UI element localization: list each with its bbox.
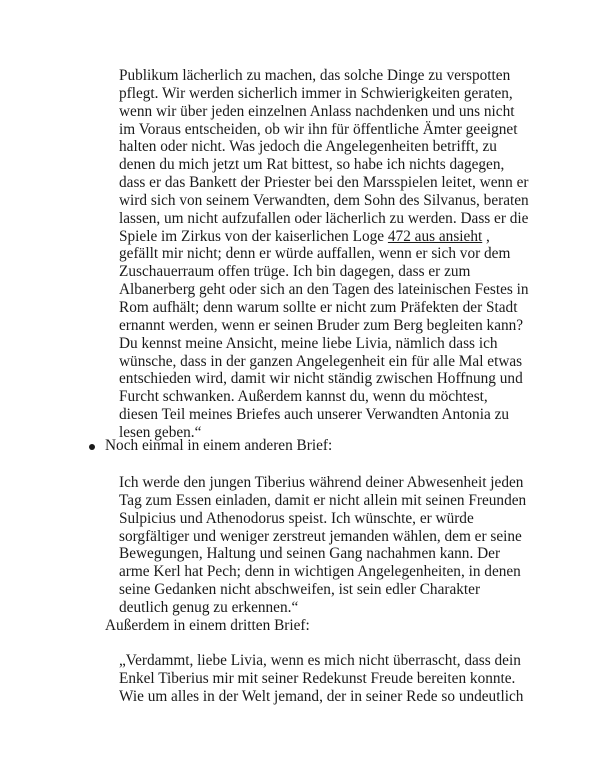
letter-excerpt-3: „Verdammt, liebe Livia, wenn es mich nicht überrascht, dass dein Enkel Tiberius mir mit seiner Redekunst Freude bereiten konnte. Wie um alles in der Welt jemand, der in seiner Rede so undeutlich xyxy=(119,652,524,705)
third-letter-intro: Außerdem in einem dritten Brief: xyxy=(105,617,310,634)
letter-excerpt-2: Ich werde den jungen Tiberius während deiner Abwesenheit jeden Tag zum Essen einladen, damit er nicht allein mit seinen Freunden Sulpicius und Athenodorus speist. Ich wünschte, er würde sorgfältiger und weniger zerstreut jemanden wählen, dem er seine Bewegungen, Haltung und seinen Gang nachahmen kann. Der arme Kerl hat Pech; denn in wichtigen Angelegenheiten, in denen seine Gedanken nicht abschweifen, ist sein edler Charakter deutlich genug zu erkennen.“ xyxy=(119,474,527,616)
letter-1-text-part-2: , gefällt mir nicht; denn er würde auffallen, wenn er sich vor dem Zuschauerraum offen trüge. Ich bin dagegen, dass er zum Albanerberg geht oder sich an den Tagen des lateinischen Festes in Rom aufhält; denn warum sollte er nicht zum Präfekten der Stadt ernannt werden, wenn er seinen Bruder zum Berg begleiten kann? Du kennst meine Ansicht, meine liebe Livia, nämlich dass ich wünsche, dass in der ganzen Angelegenheit ein für alle Mal etwas entschieden wird, damit wir nicht ständig zwischen Hoffnung und Furcht schwanken. Außerdem kannst du, wenn du möchtest, diesen Teil meines Briefes auch unserer Verwandten Antonia zu lesen geben.“ xyxy=(119,227,529,441)
letter-excerpt-1 xyxy=(119,67,529,442)
letter-1-text-part-1: Publikum lächerlich zu machen, das solche Dinge zu verspotten pflegt. Wir werden sicherlich immer in Schwierigkeiten geraten, wenn wir über jeden einzelnen Anlass nachdenken und uns nicht im Voraus entscheiden, ob wir ihn für öffentliche Ämter geeignet halten oder nicht. Was jedoch die Angelegenheiten betrifft, zu denen du mich jetzt um Rat bittest, so habe ich nichts dagegen, dass er das Bankett der Priester bei den Marsspielen leitet, wenn er wird sich von seinem Verwandten, dem Sohn des Silvanus, beraten lassen, um nicht aufzufallen oder lächerlich zu werden. Dass er die Spiele im Zirkus von der kaiserlichen Loge xyxy=(119,67,529,245)
page-reference-link[interactable]: 472 aus ansieht xyxy=(387,227,483,245)
bullet-item-text: Noch einmal in einem anderen Brief: xyxy=(105,437,333,454)
bullet-icon xyxy=(89,444,95,450)
